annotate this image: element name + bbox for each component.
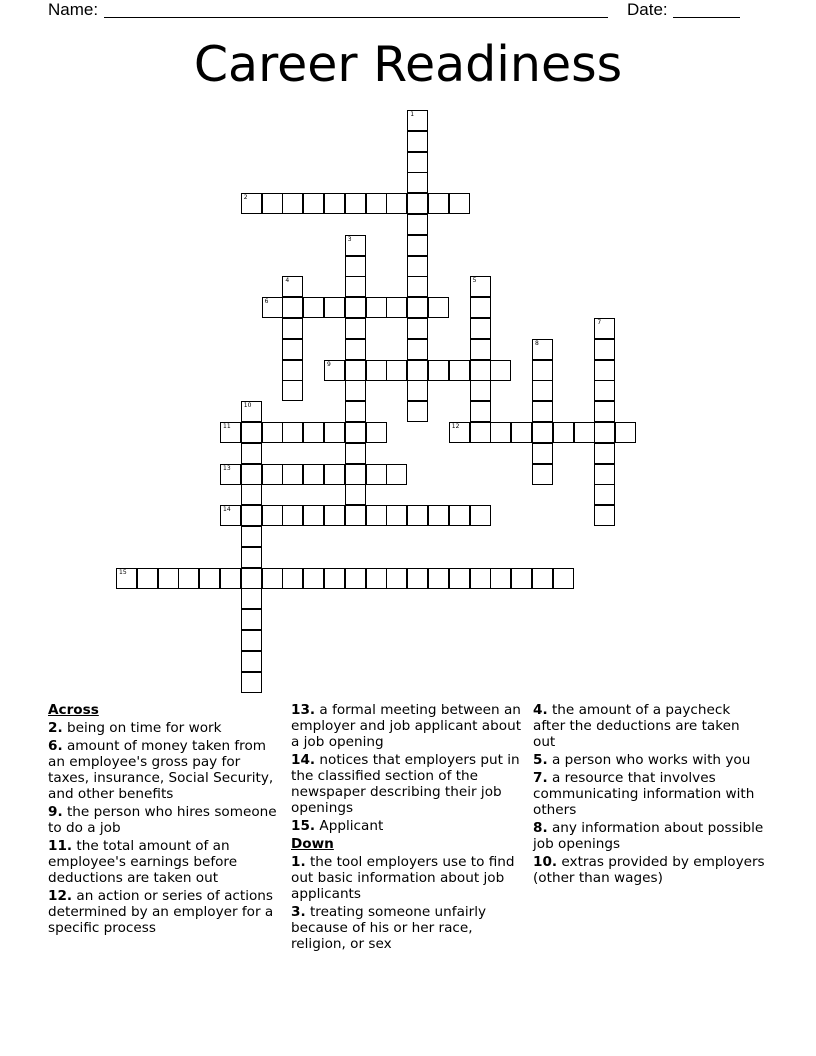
clue-down-5 <box>533 752 765 768</box>
clue-down-4 <box>533 702 765 750</box>
crossword-cell[interactable] <box>407 401 428 422</box>
crossword-cell[interactable] <box>594 443 615 464</box>
clue-text: a formal meeting between an employer and job applicant about a job opening <box>291 702 522 750</box>
clue-down-1 <box>291 854 523 902</box>
cell-number: 7 <box>597 319 602 326</box>
crossword-cell[interactable] <box>470 318 491 339</box>
crossword-cell[interactable] <box>366 505 387 526</box>
crossword-cell[interactable] <box>282 276 303 297</box>
crossword-cell[interactable] <box>428 297 449 318</box>
crossword-cell[interactable] <box>470 339 491 360</box>
page-title: Career Readiness <box>193 36 623 93</box>
crossword-cell[interactable] <box>407 172 428 193</box>
crossword-cell[interactable] <box>532 339 553 360</box>
crossword-cell[interactable] <box>282 568 303 589</box>
clue-across-9 <box>48 804 280 836</box>
crossword-cell[interactable] <box>303 568 324 589</box>
crossword-cell[interactable] <box>511 422 532 443</box>
crossword-cell[interactable] <box>532 360 553 381</box>
crossword-cell[interactable] <box>366 193 387 214</box>
crossword-cell[interactable] <box>303 193 324 214</box>
crossword-cell[interactable] <box>532 401 553 422</box>
crossword-cell[interactable] <box>407 380 428 401</box>
crossword-cell[interactable] <box>345 235 366 256</box>
crossword-cell[interactable] <box>532 443 553 464</box>
crossword-cell[interactable] <box>386 505 407 526</box>
crossword-cell[interactable] <box>428 360 449 381</box>
crossword-cell[interactable] <box>241 401 262 422</box>
crossword-cell[interactable] <box>386 360 407 381</box>
cell-number: 3 <box>347 235 352 243</box>
clue-number: 1. <box>291 854 306 870</box>
crossword-cell[interactable] <box>594 339 615 360</box>
crossword-cell[interactable] <box>282 318 303 339</box>
crossword-cell[interactable] <box>470 505 491 526</box>
crossword-cell[interactable] <box>324 505 345 526</box>
clue-number: 2. <box>48 720 63 736</box>
clues-column-2 <box>291 702 523 954</box>
crossword-cell[interactable] <box>345 380 366 401</box>
clue-number: 5. <box>533 752 548 768</box>
crossword-cell[interactable] <box>407 214 428 235</box>
crossword-cell[interactable] <box>241 651 262 672</box>
clue-number: 12. <box>48 888 73 904</box>
crossword-cell[interactable] <box>220 464 241 485</box>
clue-number: 10. <box>533 854 558 870</box>
cell-number: 8 <box>535 339 539 347</box>
crossword-cell[interactable] <box>594 505 615 526</box>
crossword-cell[interactable] <box>241 505 262 526</box>
crossword-cell[interactable] <box>449 360 470 381</box>
crossword-cell[interactable] <box>282 505 303 526</box>
crossword-cell[interactable] <box>594 422 615 443</box>
clue-number: 15. <box>291 818 316 834</box>
crossword-cell[interactable] <box>490 422 511 443</box>
clue-down-8 <box>533 820 765 852</box>
crossword-cell[interactable] <box>241 443 262 464</box>
crossword-cell[interactable] <box>490 360 511 381</box>
clue-text: treating someone unfairly because of his or her race, religion, or sex <box>291 904 487 952</box>
crossword-cell[interactable] <box>324 422 345 443</box>
crossword-cell[interactable] <box>262 193 283 214</box>
crossword-cell[interactable] <box>366 464 387 485</box>
clue-number: 6. <box>48 738 63 754</box>
crossword-cell[interactable] <box>407 235 428 256</box>
crossword-cell[interactable] <box>553 568 574 589</box>
cell-number: 6 <box>264 298 269 306</box>
cell-number: 9 <box>327 360 331 368</box>
crossword-cell[interactable] <box>241 484 262 505</box>
crossword-cell[interactable] <box>532 464 553 485</box>
clue-across-2 <box>48 720 280 736</box>
crossword-cell[interactable] <box>470 276 491 297</box>
date-label: Date: <box>627 0 668 19</box>
cell-number: 1 <box>410 111 415 118</box>
crossword-cell[interactable] <box>220 422 241 443</box>
crossword-cell[interactable] <box>220 568 241 589</box>
crossword-cell[interactable] <box>449 505 470 526</box>
crossword-cell[interactable] <box>303 505 324 526</box>
crossword-cell[interactable] <box>428 193 449 214</box>
crossword-cell[interactable] <box>594 401 615 422</box>
crossword-cell[interactable] <box>407 339 428 360</box>
clue-text: the total amount of an employee's earnings before deductions are taken out <box>48 838 238 886</box>
crossword-cell[interactable] <box>199 568 220 589</box>
crossword-cell[interactable] <box>366 360 387 381</box>
cell-number: 10 <box>243 402 252 410</box>
crossword-cell[interactable] <box>366 568 387 589</box>
crossword-cell[interactable] <box>345 464 366 485</box>
crossword-cell[interactable] <box>282 297 303 318</box>
crossword-cell[interactable] <box>345 401 366 422</box>
clue-text: extras provided by employers (other than wages) <box>533 854 765 886</box>
crossword-cell[interactable] <box>470 401 491 422</box>
clue-text: Applicant <box>319 818 384 834</box>
cell-number: 4 <box>285 277 290 285</box>
clue-text: being on time for work <box>66 720 222 736</box>
crossword-cell[interactable] <box>407 276 428 297</box>
crossword-cell[interactable] <box>241 547 262 568</box>
clue-text: any information about possible job openings <box>533 820 764 852</box>
clue-number: 14. <box>291 752 316 768</box>
crossword-cell[interactable] <box>407 318 428 339</box>
crossword-cell[interactable] <box>220 505 241 526</box>
crossword-cell[interactable] <box>345 568 366 589</box>
crossword-cell[interactable] <box>282 339 303 360</box>
cell-number: 2 <box>243 194 248 202</box>
clue-text: an action or series of actions determined by an employer for a specific process <box>48 888 274 936</box>
crossword-cell[interactable] <box>241 672 262 693</box>
crossword-cell[interactable] <box>345 443 366 464</box>
crossword-cell[interactable] <box>345 318 366 339</box>
crossword-cell[interactable] <box>241 526 262 547</box>
crossword-cell[interactable] <box>324 464 345 485</box>
crossword-cell[interactable] <box>449 193 470 214</box>
crossword-cell[interactable] <box>386 297 407 318</box>
clue-down-7 <box>533 770 765 818</box>
crossword-cell[interactable] <box>470 422 491 443</box>
crossword-cell[interactable] <box>345 193 366 214</box>
crossword-cell[interactable] <box>241 464 262 485</box>
crossword-cell[interactable] <box>262 568 283 589</box>
crossword-cell[interactable] <box>241 568 262 589</box>
crossword-cell[interactable] <box>407 256 428 277</box>
down-heading: Down <box>291 836 334 852</box>
crossword-cell[interactable] <box>282 193 303 214</box>
crossword-cell[interactable] <box>262 464 283 485</box>
clue-text: notices that employers put in the classified section of the newspaper describing their job openings <box>291 752 520 816</box>
clue-down-10 <box>533 854 765 886</box>
crossword-cell[interactable] <box>137 568 158 589</box>
crossword-cell[interactable] <box>366 422 387 443</box>
crossword-cell[interactable] <box>574 422 595 443</box>
crossword-cell[interactable] <box>511 568 532 589</box>
crossword-cell[interactable] <box>345 484 366 505</box>
cell-number: 13 <box>223 464 231 472</box>
crossword-cell[interactable] <box>532 568 553 589</box>
crossword-cell[interactable] <box>449 568 470 589</box>
crossword-cell[interactable] <box>407 110 428 131</box>
crossword-cell[interactable] <box>490 568 511 589</box>
crossword-cell[interactable] <box>282 380 303 401</box>
clue-across-13 <box>291 702 523 750</box>
crossword-cell[interactable] <box>594 484 615 505</box>
crossword-cell[interactable] <box>470 380 491 401</box>
crossword-cell[interactable] <box>366 297 387 318</box>
crossword-cell[interactable] <box>262 422 283 443</box>
clue-across-11 <box>48 838 280 886</box>
crossword-cell[interactable] <box>345 422 366 443</box>
clue-across-14 <box>291 752 523 816</box>
across-heading: Across <box>48 702 99 718</box>
crossword-cell[interactable] <box>428 505 449 526</box>
crossword-cell[interactable] <box>324 360 345 381</box>
crossword-cell[interactable] <box>407 152 428 173</box>
cell-number: 14 <box>223 506 231 514</box>
crossword-cell[interactable] <box>407 505 428 526</box>
clue-text: a resource that involves communicating information with others <box>533 770 755 818</box>
crossword-cell[interactable] <box>428 568 449 589</box>
clue-across-12 <box>48 888 280 936</box>
crossword-cell[interactable] <box>241 422 262 443</box>
crossword-cell[interactable] <box>324 193 345 214</box>
crossword-cell[interactable] <box>241 588 262 609</box>
name-label: Name: <box>48 0 99 19</box>
crossword-cell[interactable] <box>116 568 137 589</box>
crossword-cell[interactable] <box>345 339 366 360</box>
crossword-cell[interactable] <box>386 464 407 485</box>
crossword-cell[interactable] <box>178 568 199 589</box>
crossword-cell[interactable] <box>594 360 615 381</box>
crossword-cell[interactable] <box>470 568 491 589</box>
crossword-cell[interactable] <box>282 360 303 381</box>
crossword-cell[interactable] <box>386 193 407 214</box>
clue-number: 7. <box>533 770 548 786</box>
cell-number: 12 <box>451 423 460 430</box>
clue-text: amount of money taken from an employee's gross pay for taxes, insurance, Social Security, and other benefits <box>48 738 274 802</box>
crossword-cell[interactable] <box>324 568 345 589</box>
crossword-cell[interactable] <box>345 276 366 297</box>
cell-number: 15 <box>119 568 127 576</box>
crossword-cell[interactable] <box>532 422 553 443</box>
crossword-cell[interactable] <box>282 464 303 485</box>
crossword-cell[interactable] <box>470 360 491 381</box>
crossword-cell[interactable] <box>449 422 470 443</box>
clue-number: 9. <box>48 804 63 820</box>
clue-across-6 <box>48 738 280 802</box>
crossword-cell[interactable] <box>303 297 324 318</box>
crossword-cell[interactable] <box>345 360 366 381</box>
crossword-cell[interactable] <box>532 380 553 401</box>
crossword-cell[interactable] <box>303 422 324 443</box>
clue-number: 11. <box>48 838 73 854</box>
crossword-cell[interactable] <box>241 609 262 630</box>
clue-number: 8. <box>533 820 548 836</box>
clue-text: the amount of a paycheck after the deductions are taken out <box>533 702 740 750</box>
crossword-cell[interactable] <box>282 422 303 443</box>
crossword-cell[interactable] <box>324 297 345 318</box>
crossword-cell[interactable] <box>407 360 428 381</box>
crossword-cell[interactable] <box>407 568 428 589</box>
clue-text: the person who hires someone to do a job <box>48 804 277 836</box>
crossword-cell[interactable] <box>345 256 366 277</box>
crossword-cell[interactable] <box>158 568 179 589</box>
clues-column-1 <box>48 702 280 938</box>
crossword-cell[interactable] <box>407 131 428 152</box>
crossword-cell[interactable] <box>594 380 615 401</box>
crossword-cell[interactable] <box>553 422 574 443</box>
clue-number: 4. <box>533 702 548 718</box>
clue-number: 3. <box>291 904 306 920</box>
crossword-cell[interactable] <box>262 505 283 526</box>
crossword-cell[interactable] <box>345 297 366 318</box>
crossword-cell[interactable] <box>615 422 636 443</box>
crossword-cell[interactable] <box>241 193 262 214</box>
crossword-cell[interactable] <box>386 568 407 589</box>
clue-text: a person who works with you <box>551 752 751 768</box>
clue-down-3 <box>291 904 523 952</box>
crossword-cell[interactable] <box>470 297 491 318</box>
clue-number: 13. <box>291 702 316 718</box>
clue-across-15 <box>291 818 523 834</box>
crossword-cell[interactable] <box>262 297 283 318</box>
crossword-cell[interactable] <box>594 464 615 485</box>
clues-column-3 <box>533 702 765 888</box>
cell-number: 11 <box>223 423 231 430</box>
crossword-cell[interactable] <box>303 464 324 485</box>
crossword-cell[interactable] <box>345 505 366 526</box>
crossword-cell[interactable] <box>407 193 428 214</box>
crossword-cell[interactable] <box>407 297 428 318</box>
crossword-cell[interactable] <box>241 630 262 651</box>
crossword-cell[interactable] <box>594 318 615 339</box>
clue-text: the tool employers use to find out basic information about job applicants <box>291 854 515 902</box>
cell-number: 5 <box>472 277 477 285</box>
